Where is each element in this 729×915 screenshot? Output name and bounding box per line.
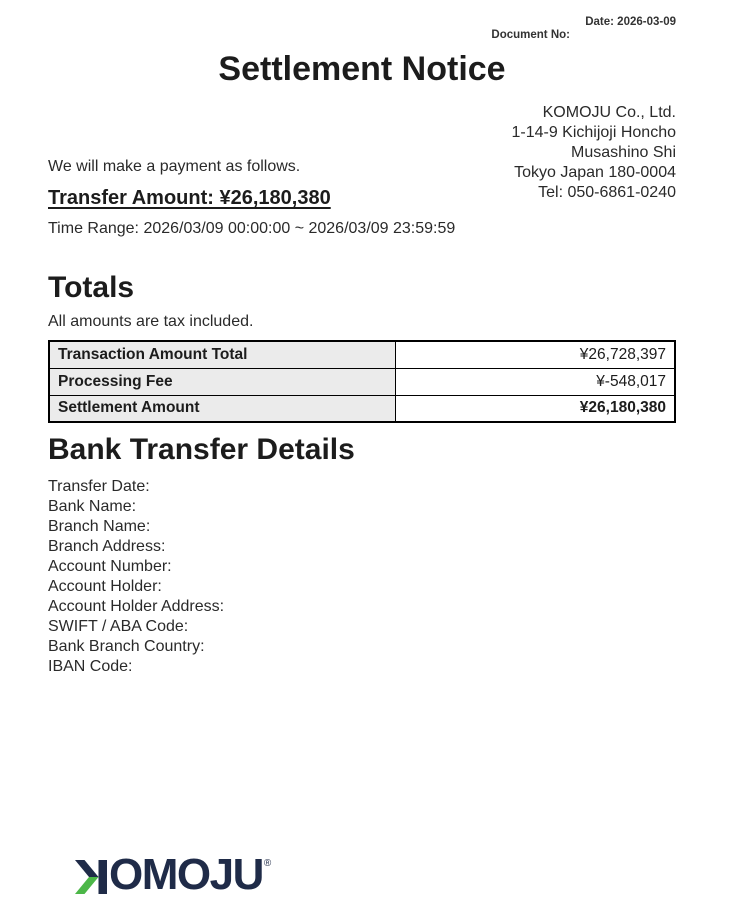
registered-trademark-icon: ® [263, 858, 272, 869]
komoju-logo [75, 850, 272, 899]
document-date: Date: 2026-03-09 [585, 16, 676, 28]
info-row [48, 103, 676, 239]
document-number-label: Document No: [491, 29, 570, 41]
company-address-line2: Musashino Shi [571, 144, 676, 161]
row-label-transaction-total: Transaction Amount Total [49, 341, 395, 368]
row-label-settlement-amount: Settlement Amount [49, 395, 395, 422]
page-title: Settlement Notice [218, 50, 506, 88]
bank-field-bank-branch-country: Bank Branch Country: [48, 638, 205, 655]
row-value-settlement-amount: ¥26,180,380 [395, 395, 675, 422]
bank-field-swift-aba-code: SWIFT / ABA Code: [48, 618, 189, 635]
company-address-line3: Tokyo Japan 180-0004 [514, 164, 676, 181]
payment-intro: We will make a payment as follows. [48, 158, 301, 175]
totals-note: All amounts are tax included. [48, 313, 254, 330]
bank-field-iban-code: IBAN Code: [48, 658, 133, 675]
bank-field-account-holder-address: Account Holder Address: [48, 598, 225, 615]
time-range: Time Range: 2026/03/09 00:00:00 ~ 2026/03/09 23:59:59 [48, 220, 456, 237]
bank-field-transfer-date: Transfer Date: [48, 478, 150, 495]
company-name: KOMOJU Co., Ltd. [542, 104, 676, 121]
table-row [49, 368, 675, 395]
table-row [49, 341, 675, 368]
row-value-transaction-total: ¥26,728,397 [395, 341, 675, 368]
company-tel: Tel: 050-6861-0240 [538, 184, 676, 201]
bank-field-bank-name: Bank Name: [48, 498, 137, 515]
bank-field-branch-name: Branch Name: [48, 518, 151, 535]
bank-fields-list [48, 477, 676, 677]
bank-details-heading: Bank Transfer Details [48, 433, 355, 466]
totals-heading: Totals [48, 271, 135, 304]
bank-field-account-number: Account Number: [48, 558, 172, 575]
company-address-block [511, 103, 676, 239]
totals-table [48, 340, 676, 423]
bank-field-branch-address: Branch Address: [48, 538, 166, 555]
payment-summary [48, 103, 511, 239]
komoju-logo-k-icon [75, 860, 107, 894]
row-value-processing-fee: ¥-548,017 [395, 368, 675, 395]
komoju-logo-text: OMOJU [109, 850, 263, 899]
row-label-processing-fee: Processing Fee [49, 368, 395, 395]
table-row [49, 395, 675, 422]
company-address-line1: 1-14-9 Kichijoji Honcho [511, 124, 676, 141]
transfer-amount: Transfer Amount: ¥26,180,380 [48, 187, 331, 209]
bank-field-account-holder: Account Holder: [48, 578, 162, 595]
